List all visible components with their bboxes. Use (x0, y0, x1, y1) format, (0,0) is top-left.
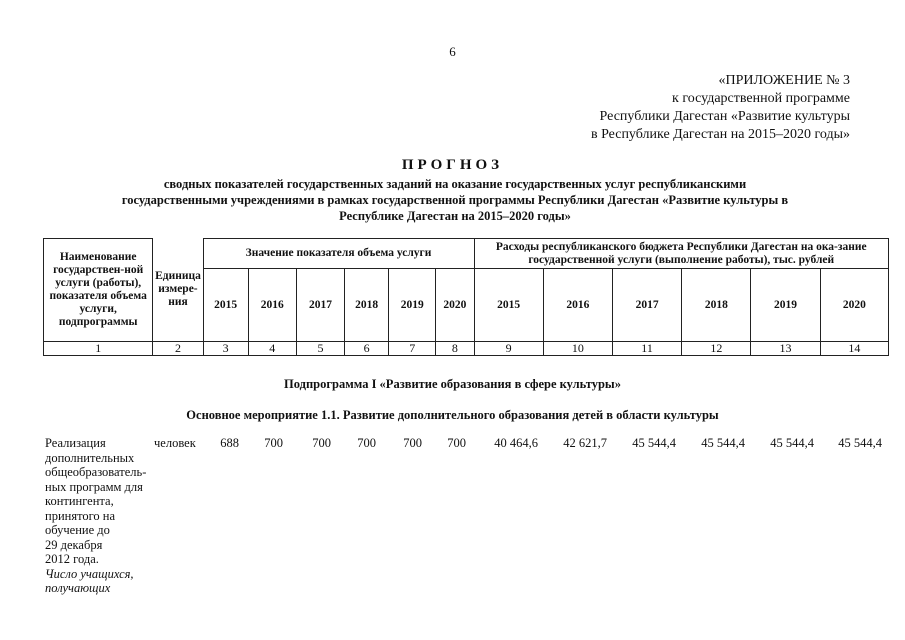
budget-2016: 42 621,7 (563, 436, 607, 450)
budget-2019: 45 544,4 (770, 436, 814, 450)
header-year: 2020 (820, 269, 888, 342)
header-year: 2019 (389, 269, 436, 342)
service-name-line: дополнительных (45, 450, 135, 465)
subtitle-line: Республике Дагестан на 2015–2020 годы» (339, 209, 571, 223)
volume-2020: 700 (447, 436, 466, 450)
header-volume-group: Значение показателя объема услуги (203, 239, 474, 269)
column-number: 3 (203, 342, 248, 356)
header-unit: Единица измере-ния (153, 239, 203, 342)
appendix-line: к государственной программе (672, 91, 850, 106)
main-event-heading: Основное мероприятие 1.1. Развитие дополнительного образования детей в области культуры (186, 408, 719, 422)
column-number: 9 (474, 342, 543, 356)
service-name-line: 2012 года. (45, 552, 99, 566)
volume-2016: 700 (264, 436, 283, 450)
budget-2018: 45 544,4 (701, 436, 745, 450)
appendix-line: в Республике Дагестан на 2015–2020 годы» (590, 127, 850, 142)
subtitle-line: государственными учреждениями в рамках государственной программы Республики Дагестан «Развитие культуры в (121, 193, 789, 207)
service-name-line: контингента, (45, 494, 114, 508)
subprogram-heading: Подпрограмма I «Развитие образования в сфере культуры» (284, 377, 621, 391)
column-number: 10 (543, 342, 612, 356)
header-name: Наименование государствен-ной услуги (работы), показателя объема услуги, подпрограммы (44, 239, 153, 342)
service-name-line: Реализация (45, 436, 106, 450)
header-year: 2015 (203, 269, 248, 342)
service-name-line: общеобразователь- (45, 465, 147, 479)
header-year: 2017 (296, 269, 344, 342)
column-number: 12 (682, 342, 751, 356)
header-year: 2015 (474, 269, 543, 342)
header-year: 2020 (436, 269, 474, 342)
document-subtitle (60, 176, 850, 224)
service-name-line: ных программ для (45, 479, 143, 494)
column-number: 2 (153, 342, 203, 356)
volume-2019: 700 (403, 436, 422, 450)
volume-2015: 688 (220, 436, 239, 450)
column-number: 13 (751, 342, 820, 356)
header-budget-group: Расходы республиканского бюджета Республики Дагестан на ока-зание государственной услуги (выполнение работы), тыс. рублей (474, 239, 889, 269)
header-year: 2016 (543, 269, 612, 342)
budget-2020: 45 544,4 (838, 436, 882, 450)
column-number: 7 (389, 342, 436, 356)
appendix-line: «ПРИЛОЖЕНИЕ № 3 (718, 73, 850, 88)
header-year: 2018 (345, 269, 389, 342)
volume-2018: 700 (357, 436, 376, 450)
service-name-line: 29 декабря (45, 537, 103, 552)
column-number: 8 (436, 342, 474, 356)
service-name-line: обучение до (45, 523, 110, 537)
indicator-line: получающих (45, 581, 111, 595)
volume-2017: 700 (312, 436, 331, 450)
header-year: 2016 (248, 269, 296, 342)
column-number: 4 (248, 342, 296, 356)
service-name (45, 436, 160, 596)
column-number: 1 (44, 342, 153, 356)
header-year: 2017 (612, 269, 681, 342)
column-number: 14 (820, 342, 888, 356)
header-year: 2018 (682, 269, 751, 342)
indicator-line: Число учащихся, (45, 566, 134, 581)
header-year: 2019 (751, 269, 820, 342)
document-title: ПРОГНОЗ (401, 157, 504, 173)
column-number: 5 (296, 342, 344, 356)
header-table (43, 238, 889, 356)
appendix-line: Республики Дагестан «Развитие культуры (599, 109, 850, 124)
budget-2017: 45 544,4 (632, 436, 676, 450)
service-name-line: принятого на (45, 508, 116, 523)
page-number: 6 (449, 44, 456, 59)
row-unit: человек (154, 436, 196, 450)
subtitle-line: сводных показателей государственных заданий на оказание государственных услуг республиканскими (163, 177, 747, 191)
budget-2015: 40 464,6 (494, 436, 538, 450)
appendix-header (560, 72, 850, 144)
column-number: 6 (345, 342, 389, 356)
column-number: 11 (612, 342, 681, 356)
